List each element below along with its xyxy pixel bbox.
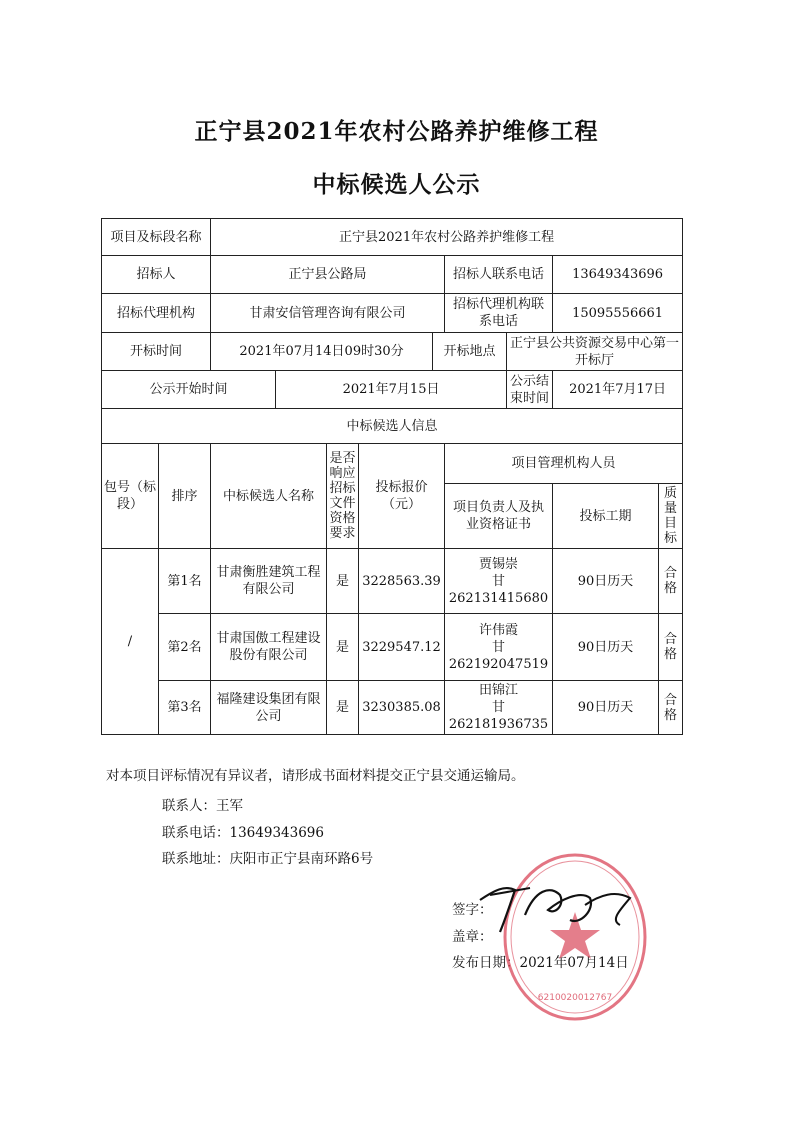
row-price: 3229547.12	[359, 614, 445, 681]
contact-address: 联系地址：庆阳市正宁县南环路6号	[162, 851, 374, 867]
row-pm-name: 许伟霞	[479, 622, 519, 638]
row-quality: 合格	[659, 549, 683, 614]
publish-date: 发布日期：2021年07月14日	[452, 955, 629, 971]
row-quality: 合格	[659, 681, 683, 735]
signature-label: 签字：	[452, 902, 493, 918]
open-place-label: 开标地点	[433, 333, 507, 371]
header-pm-group: 项目管理机构人员	[445, 444, 683, 484]
row-pm-name: 田锦江	[479, 683, 519, 698]
tenderer-phone-label: 招标人联系电话	[445, 256, 553, 294]
row-rank: 第2名	[159, 614, 211, 681]
header-qualified: 是否响应招标文件资格要求	[327, 444, 359, 549]
row-period: 90日历天	[553, 681, 659, 735]
row-rank: 第1名	[159, 549, 211, 614]
tenderer-label: 招标人	[102, 256, 211, 294]
svg-text:6210020012767: 6210020012767	[537, 993, 613, 1003]
row-name: 福隆建设集团有限公司	[211, 681, 327, 735]
open-time-label: 开标时间	[102, 333, 211, 371]
table-row	[102, 549, 683, 614]
agent-value: 甘肃安信管理咨询有限公司	[211, 294, 445, 333]
objection-text: 对本项目评标情况有异议者，请形成书面材料提交正宁县交通运输局。	[106, 768, 525, 784]
project-label: 项目及标段名称	[102, 219, 211, 256]
row-period: 90日历天	[553, 549, 659, 614]
table-row	[102, 614, 683, 681]
seal-label: 盖章：	[452, 929, 493, 945]
candidate-info-label: 中标候选人信息	[102, 409, 683, 444]
header-name: 中标候选人名称	[211, 444, 327, 549]
row-price: 3230385.08	[359, 681, 445, 735]
row-pm	[445, 681, 553, 735]
document-title: 正宁县2021年农村公路养护维修工程	[194, 118, 599, 145]
notice-start-label: 公示开始时间	[102, 371, 276, 409]
agent-phone-value: 15095556661	[553, 294, 683, 333]
document-subtitle: 中标候选人公示	[312, 171, 481, 198]
open-time-value: 2021年07月14日09时30分	[211, 333, 433, 371]
row-qualified: 是	[327, 681, 359, 735]
row-price: 3228563.39	[359, 549, 445, 614]
notice-end-label: 公示结束时间	[507, 371, 553, 409]
row-pm-name: 贾锡崇	[479, 556, 519, 572]
row-qualified: 是	[327, 549, 359, 614]
header-price: 投标报价（元）	[359, 444, 445, 549]
row-quality: 合格	[659, 614, 683, 681]
project-value: 正宁县2021年农村公路养护维修工程	[211, 219, 683, 256]
row-name: 甘肃国傲工程建设股份有限公司	[211, 614, 327, 681]
header-pm-person: 项目负责人及执业资格证书	[445, 484, 553, 549]
notice-table	[101, 218, 683, 735]
row-pm-cert: 甘262131415680	[448, 573, 549, 606]
tenderer-value: 正宁县公路局	[211, 256, 445, 294]
package-value: /	[102, 549, 159, 735]
row-pm-cert: 甘262181936735	[448, 700, 549, 732]
header-package: 包号（标段）	[102, 444, 159, 549]
handwritten-signature	[470, 870, 650, 940]
header-quality: 质量目标	[659, 484, 683, 549]
header-period: 投标工期	[553, 484, 659, 549]
contact-person: 联系人：王军	[162, 798, 243, 814]
open-place-value: 正宁县公共资源交易中心第一开标厅	[507, 333, 683, 371]
agent-label: 招标代理机构	[102, 294, 211, 333]
row-pm	[445, 549, 553, 614]
notice-end-value: 2021年7月17日	[553, 371, 683, 409]
row-pm	[445, 614, 553, 681]
tenderer-phone-value: 13649343696	[553, 256, 683, 294]
row-pm-cert: 甘262192047519	[448, 639, 549, 672]
header-rank: 排序	[159, 444, 211, 549]
row-period: 90日历天	[553, 614, 659, 681]
agent-phone-label: 招标代理机构联系电话	[445, 294, 553, 333]
contact-phone: 联系电话：13649343696	[162, 825, 324, 841]
table-row	[102, 681, 683, 735]
row-rank: 第3名	[159, 681, 211, 735]
row-name: 甘肃衡胜建筑工程有限公司	[211, 549, 327, 614]
row-qualified: 是	[327, 614, 359, 681]
notice-start-value: 2021年7月15日	[276, 371, 507, 409]
